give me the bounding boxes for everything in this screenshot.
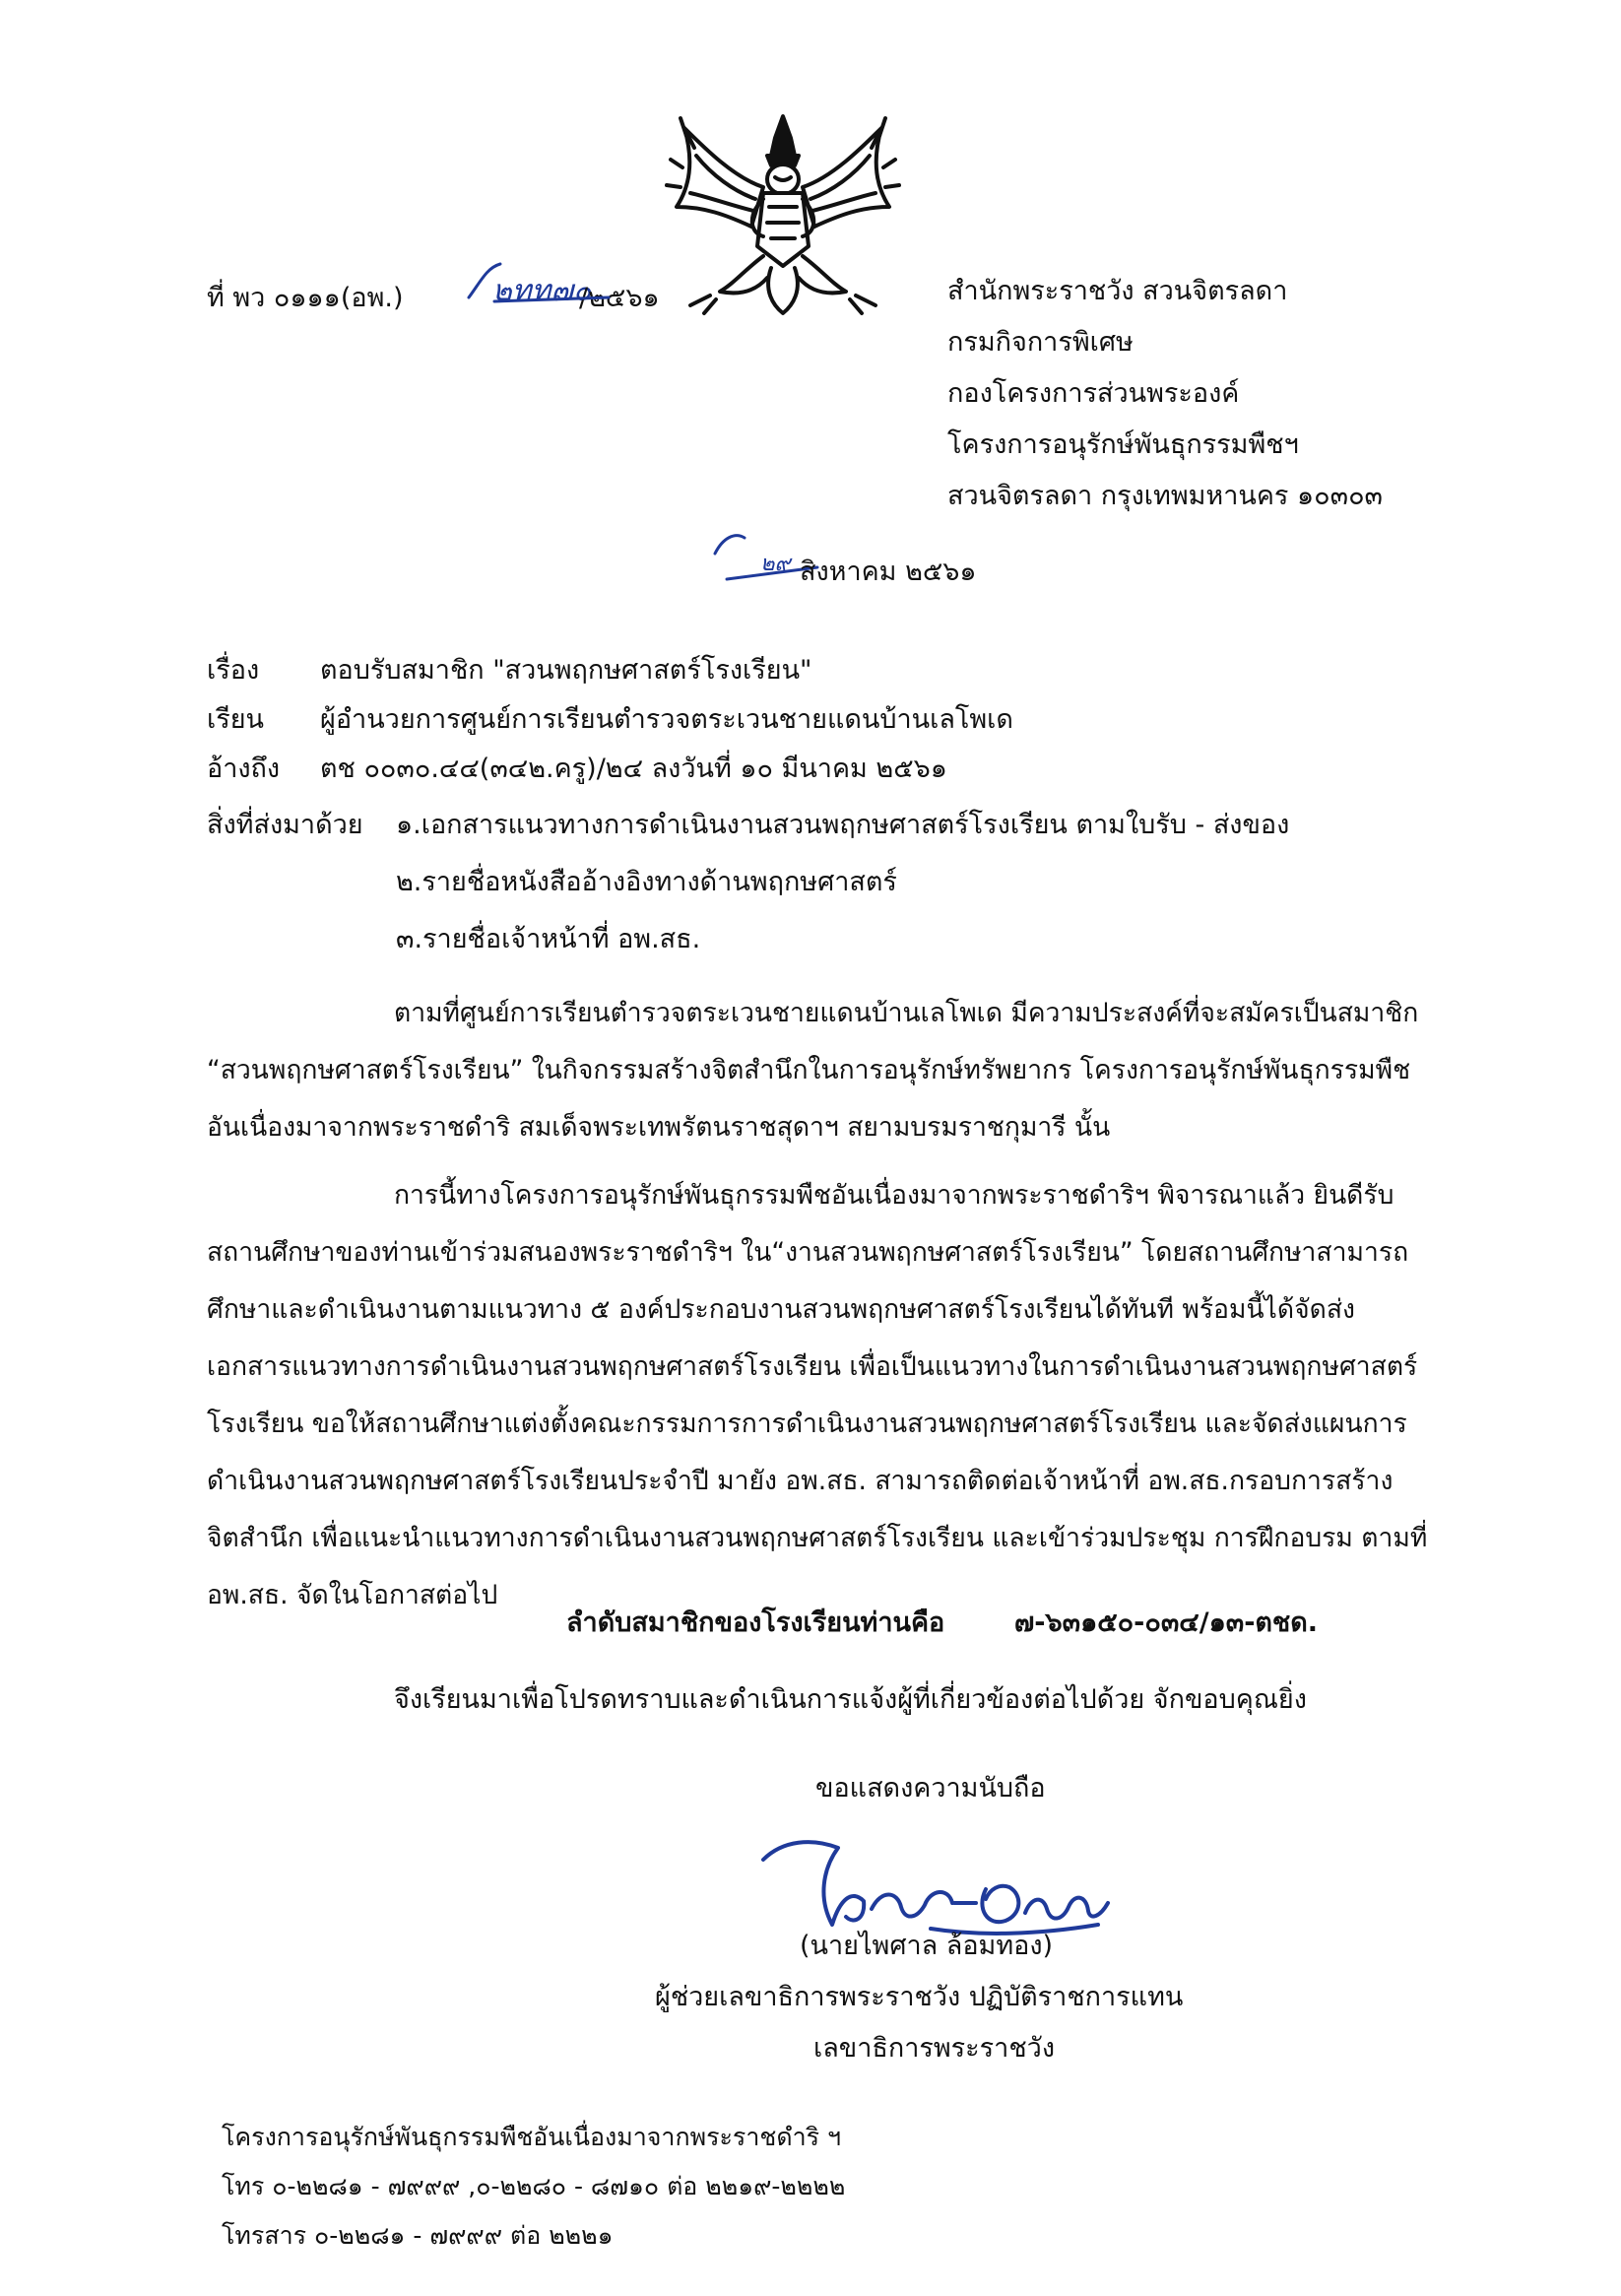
subject-value: ตอบรับสมาชิก "สวนพฤกษศาสตร์โรงเรียน"	[320, 655, 812, 686]
sender-line-4: โครงการอนุรักษ์พันธุกรรมพืชฯ	[947, 429, 1299, 460]
sender-line-3: กองโครงการส่วนพระองค์	[947, 378, 1240, 409]
paragraph-1-line: ตามที่ศูนย์การเรียนตำรวจตระเวนชายแดนบ้านเลโพเด มีความประสงค์ที่จะสมัครเป็นสมาชิก	[394, 998, 1419, 1028]
handwritten-stroke-ref	[461, 258, 618, 317]
sender-line-2: กรมกิจการพิเศษ	[947, 327, 1134, 358]
paragraph-2-line: จิตสำนึก เพื่อแนะนำแนวทางการดำเนินงานสวนพฤกษศาสตร์โรงเรียน และเข้าร่วมประชุม การฝึกอบรม ตามที่	[207, 1523, 1428, 1553]
member-number-label: ลำดับสมาชิกของโรงเรียนท่านคือ	[566, 1607, 945, 1638]
salutation: ขอแสดงความนับถือ	[815, 1773, 1046, 1804]
paragraph-1-line: อันเนื่องมาจากพระราชดำริ สมเด็จพระเทพรัตนราชสุดาฯ สยามบรมราชกุมารี นั้น	[207, 1112, 1111, 1143]
reference-value: ตช ๐๐๓๐.๔๔(๓๔๒.ครู)/๒๔ ลงวันที่ ๑๐ มีนาคม ๒๕๖๑	[320, 754, 947, 784]
body-paragraph-2	[207, 1167, 1438, 1624]
closing-line: จึงเรียนมาเพื่อโปรดทราบและดำเนินการแจ้งผู้ที่เกี่ยวข้องต่อไปด้วย จักขอบคุณยิ่ง	[394, 1684, 1307, 1715]
paragraph-2-line: เอกสารแนวทางการดำเนินงานสวนพฤกษศาสตร์โรงเรียน เพื่อเป็นแนวทางในการดำเนินงานสวนพฤกษศาสตร์	[207, 1351, 1418, 1382]
reference-label: อ้างถึง	[207, 754, 281, 784]
paragraph-2-line: การนี้ทางโครงการอนุรักษ์พันธุกรรมพืชอันเนื่องมาจากพระราชดำริฯ พิจารณาแล้ว ยินดีรับ	[394, 1180, 1394, 1211]
body-paragraph-1	[207, 985, 1438, 1156]
enclosure-item-2: ๒.รายชื่อหนังสืออ้างอิงทางด้านพฤกษศาสตร์	[396, 867, 897, 897]
signer-title-line-2: เลขาธิการพระราชวัง	[813, 2033, 1056, 2064]
paragraph-2-line: อพ.สธ. จัดในโอกาสต่อไป	[207, 1580, 498, 1610]
paragraph-2-line: ดำเนินงานสวนพฤกษศาสตร์โรงเรียนประจำปี มายัง อพ.สธ. สามารถติดต่อเจ้าหน้าที่ อพ.สธ.กรอบการสร้าง	[207, 1466, 1394, 1496]
subject-label: เรื่อง	[207, 655, 260, 686]
signer-name: (นายไพศาล ล้อมทอง)	[800, 1931, 1054, 1961]
ref-number-prefix: ที่ พว ๐๑๑๑(อพ.)	[207, 283, 404, 313]
date-day-handwritten: ๒๙	[760, 552, 791, 576]
enclosure-item-3: ๓.รายชื่อเจ้าหน้าที่ อพ.สธ.	[396, 924, 701, 954]
signer-title-line-1: ผู้ช่วยเลขาธิการพระราชวัง ปฏิบัติราชการแทน	[655, 1982, 1184, 2012]
sender-line-1: สำนักพระราชวัง สวนจิตรลดา	[947, 276, 1288, 306]
enclosure-label: สิ่งที่ส่งมาด้วย	[207, 810, 363, 840]
paragraph-2-line: โรงเรียน ขอให้สถานศึกษาแต่งตั้งคณะกรรมการการดำเนินงานสวนพฤกษศาสตร์โรงเรียน และจัดส่งแผนการ	[207, 1409, 1407, 1439]
garuda-emblem-icon	[665, 108, 901, 320]
footer-fax: โทรสาร ๐-๒๒๘๑ - ๗๙๙๙ ต่อ ๒๒๒๑	[222, 2221, 614, 2250]
paragraph-1-line: “สวนพฤกษศาสตร์โรงเรียน” ในกิจกรรมสร้างจิตสำนึกในการอนุรักษ์ทรัพยากร โครงการอนุรักษ์พันธุกรรมพืช	[207, 1055, 1411, 1085]
member-number-value: ๗-๖๓๑๕๐-๐๓๔/๑๓-ตชด.	[1014, 1607, 1319, 1638]
paragraph-2-line: สถานศึกษาของท่านเข้าร่วมสนองพระราชดำริฯ ใน“งานสวนพฤกษศาสตร์โรงเรียน” โดยสถานศึกษาสามารถ	[207, 1237, 1409, 1268]
ref-number-suffix: /๒๕๖๑	[579, 283, 660, 313]
to-value: ผู้อำนวยการศูนย์การเรียนตำรวจตระเวนชายแดนบ้านเลโพเด	[320, 704, 1013, 735]
date-text: สิงหาคม ๒๕๖๑	[800, 557, 977, 587]
footer-phone: โทร ๐-๒๒๘๑ - ๗๙๙๙ ,๐-๒๒๘๐ - ๘๗๑๐ ต่อ ๒๒๑๙-๒๒๒๒	[222, 2172, 846, 2200]
ref-number-handwritten: ๒ทท๗๐	[492, 274, 592, 308]
to-label: เรียน	[207, 704, 265, 735]
footer-office: โครงการอนุรักษ์พันธุกรรมพืชอันเนื่องมาจากพระราชดำริ ฯ	[222, 2123, 842, 2151]
sender-line-5: สวนจิตรลดา กรุงเทพมหานคร ๑๐๓๐๓	[947, 481, 1384, 511]
enclosure-item-1: ๑.เอกสารแนวทางการดำเนินงานสวนพฤกษศาสตร์โรงเรียน ตามใบรับ - ส่งของ	[396, 810, 1290, 840]
paragraph-2-line: ศึกษาและดำเนินงานตามแนวทาง ๕ องค์ประกอบงานสวนพฤกษศาสตร์โรงเรียนได้ทันที พร้อมนี้ได้จัดส่ง	[207, 1294, 1355, 1325]
